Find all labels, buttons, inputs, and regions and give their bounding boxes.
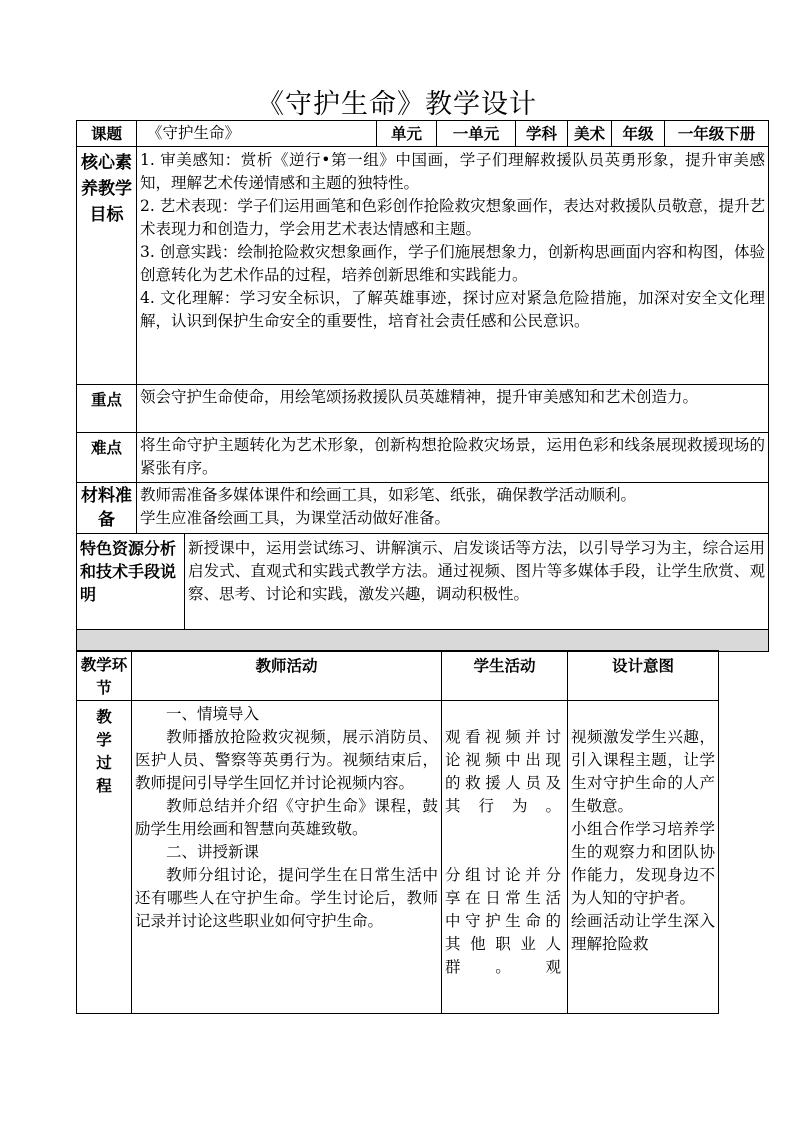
subject-value: 美术 [568,121,612,147]
student-paragraph: 观看视频并讨论视频中出现的救援人员及其行为。 [445,728,564,815]
objectives-content [137,147,769,385]
key-points-text: 领会守护生命使命，用绘笔颂扬救援队员英雄精神，提升审美感知和艺术创造力。 [137,385,769,433]
unit-label: 单元 [377,121,437,147]
grade-label: 年级 [612,121,665,147]
objective-item: 3. 创意实践：绘制抢险救灾想象画作，学子们施展想象力，创新构思画面内容和构图，体验创意转化为艺术作品的过程，培养创新思维和实践能力。 [140,243,766,284]
materials-line: 学生应准备绘画工具，为课堂活动做好准备。 [140,509,451,527]
topic-value: 《守护生命》 [137,121,377,147]
topic-label: 课题 [77,121,137,147]
objectives-label: 核心素养教学目标 [77,147,137,385]
objective-item: 4. 文化理解：学习安全标识，了解英雄事迹，探讨应对紧急危险措施，加深对安全文化理解，认识到保护生命安全的重要性，培育社会责任感和公民意识。 [140,289,766,330]
teacher-header: 教师活动 [132,651,442,701]
design-header: 设计意图 [568,651,719,701]
teacher-activities [132,701,442,1014]
design-paragraph: 视频激发学生兴趣，引入课程主题，让学生对守护生命的人产生敬意。 [571,728,715,815]
materials-content [137,483,769,534]
student-header: 学生活动 [442,651,568,701]
resources-text: 新授课中，运用尝试练习、讲解演示、启发谈话等方法，以引导学习为主，综合运用启发式、直观式和实践式教学方法。通过视频、图片等多媒体手段，让学生欣赏、观察、思考、讨论和实践，激发兴趣，调动积极性。 [185,534,769,630]
student-activities [442,701,568,1014]
grade-value: 一年级下册 [665,121,769,147]
objective-item: 2. 艺术表现：学子们运用画笔和色彩创作抢险救灾想象画作，表达对救援队员敬意，提升艺术表现力和创造力，学会用艺术表达情感和主题。 [140,197,766,238]
difficulties-text: 将生命守护主题转化为艺术形象，创新构想抢险救灾场景，运用色彩和线条展现救援现场的紧张有序。 [137,433,769,483]
separator-row [77,630,769,652]
teacher-paragraph: 教师分组讨论，提问学生在日常生活中还有哪些人在守护生命。学生讨论后，教师记录并讨论这些职业如何守护生命。 [135,866,438,930]
teacher-paragraph: 教师总结并介绍《守护生命》课程，鼓励学生用绘画和智慧向英雄致敬。 [135,797,438,838]
teacher-paragraph: 教师播放抢险救灾视频，展示消防员、医护人员、警察等英勇行为。视频结束后，教师提问引导学生回忆并讨论视频内容。 [135,728,438,792]
stage-header: 教学环节 [77,651,132,701]
resources-label: 特色资源分析和技术手段说明 [77,534,185,630]
design-paragraph: 绘画活动让学生深入理解抢险救 [571,912,715,953]
design-intentions [568,701,719,1014]
document-title: 《守护生命》教学设计 [257,89,537,120]
process-table [76,650,719,1014]
teacher-paragraph: 二、讲授新课 [166,843,260,861]
subject-label: 学科 [516,121,568,147]
design-paragraph: 小组合作学习培养学生的观察力和团队协作能力，发现身边不为人知的守护者。 [571,820,715,907]
key-points-label: 重点 [77,385,137,433]
objective-item: 1. 审美感知：赏析《逆行•第一组》中国画，学子们理解救援队员英勇形象，提升审美感知，理解艺术传递情感和主题的独特性。 [140,151,766,192]
unit-value: 一单元 [437,121,516,147]
difficulties-label: 难点 [77,433,137,483]
materials-label: 材料准备 [77,483,137,534]
process-stage-label: 教学过程 [77,701,132,1014]
info-table [76,120,769,652]
materials-line: 教师需准备多媒体课件和绘画工具，如彩笔、纸张，确保教学活动顺利。 [140,486,637,504]
teacher-paragraph: 一、情境导入 [166,705,260,723]
student-paragraph: 分组讨论并分享在日常生活中守护生命的其他职业人群。观 [445,866,564,976]
